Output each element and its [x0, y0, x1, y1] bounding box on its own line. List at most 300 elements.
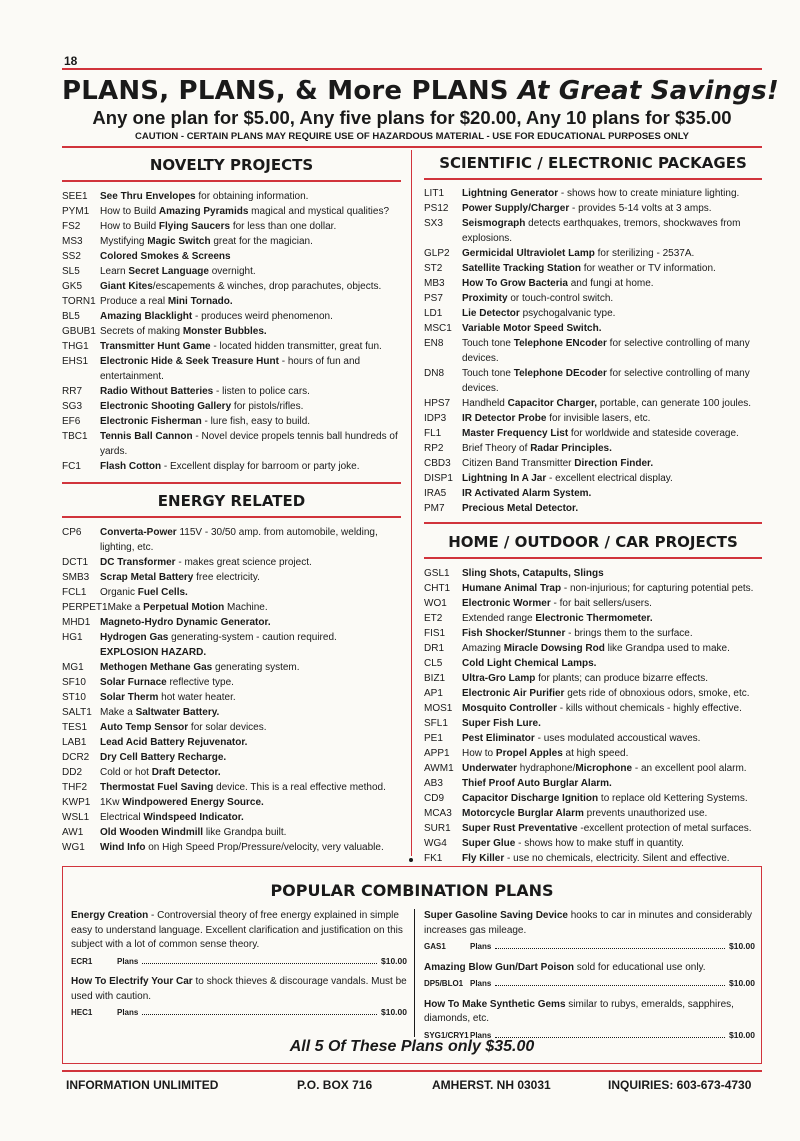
- item-name: Fish Shocker/Stunner: [462, 628, 566, 639]
- item-detail: hydraphone/: [517, 763, 576, 774]
- item-description: [462, 441, 762, 456]
- list-item: [62, 630, 401, 660]
- item-description: [100, 525, 401, 555]
- item-name: Cold Light Chemical Lamps.: [462, 658, 597, 669]
- item-description: [462, 776, 762, 791]
- list-item: [62, 399, 401, 414]
- item-code: ST2: [424, 263, 443, 274]
- item-detail: generating system.: [212, 662, 300, 673]
- item-description: [462, 216, 762, 246]
- item-prefix: Handheld: [462, 398, 508, 409]
- title-emphasis: At Great Savings!: [517, 76, 779, 106]
- item-name: Master Frequency List: [462, 428, 569, 439]
- list-item: [424, 716, 762, 731]
- list-item: [424, 336, 762, 366]
- dot-leader: [495, 985, 725, 986]
- item-code: BL5: [62, 311, 80, 322]
- plan-name: Amazing Blow Gun/Dart Poison: [424, 961, 575, 973]
- item-detail: - brings them to the surface.: [565, 628, 693, 639]
- item-code: PYM1: [62, 206, 90, 217]
- item-name: Electronic Fisherman: [100, 416, 202, 427]
- item-description: [100, 234, 401, 249]
- combination-plan: [424, 998, 755, 1044]
- item-name: Colored Smokes & Screens: [100, 251, 231, 262]
- list-item: [424, 836, 762, 851]
- plan-price-line: [71, 1005, 407, 1021]
- item-description: [100, 795, 401, 810]
- list-item: [62, 810, 401, 825]
- item-description: [100, 810, 401, 825]
- item-code: WG4: [424, 838, 447, 849]
- item-code: PS12: [424, 203, 449, 214]
- plan-code: ECR1: [71, 956, 93, 966]
- plan-label: Plans: [470, 942, 492, 951]
- item-description: [462, 731, 762, 746]
- plan-description: [424, 998, 755, 1027]
- item-code: AWM1: [424, 763, 454, 774]
- item-detail: for less than one dollar.: [230, 221, 337, 232]
- item-description: [100, 705, 401, 720]
- item-detail: for invisible lasers, etc.: [546, 413, 651, 424]
- item-name: Satellite Tracking Station: [462, 263, 581, 274]
- list-item: [424, 821, 762, 836]
- item-description: [462, 306, 762, 321]
- list-item: [62, 675, 401, 690]
- item-code: SG3: [62, 401, 83, 412]
- plan-label: Plans: [470, 1030, 492, 1040]
- list-item: [424, 596, 762, 611]
- item-prefix: How to: [462, 748, 496, 759]
- pricing-subtitle: Any one plan for $5.00, Any five plans for $20.00, Any 10 plans for $35.00: [92, 107, 732, 128]
- list-item: [62, 795, 401, 810]
- list-item: [62, 750, 401, 765]
- footer-po-box: P.O. BOX 716: [297, 1078, 373, 1092]
- list-item: [424, 791, 762, 806]
- item-name: Secret Language: [128, 266, 209, 277]
- list-item: [62, 324, 401, 339]
- item-warning: EXPLOSION HAZARD.: [100, 647, 207, 658]
- item-name: Magneto-Hydro Dynamic Generator.: [100, 617, 271, 628]
- item-name: Scrap Metal Battery: [100, 572, 194, 583]
- item-name: Electronic Hide & Seek Treasure Hunt: [100, 356, 279, 367]
- plan-code: HEC1: [71, 1008, 93, 1017]
- footer-company: INFORMATION UNLIMITED: [66, 1078, 219, 1092]
- item-name: Direction Finder.: [574, 458, 654, 469]
- list-item: [424, 246, 762, 261]
- right-column: [424, 154, 762, 866]
- item-description: [100, 249, 401, 264]
- item-code: CHT1: [424, 583, 451, 594]
- list-item: [424, 201, 762, 216]
- item-description: [462, 396, 762, 411]
- item-prefix: Mystifying: [100, 236, 148, 247]
- item-code: HPS7: [424, 398, 451, 409]
- item-detail: like Grandpa used to make.: [604, 643, 730, 654]
- item-prefix: Electrical: [100, 812, 144, 823]
- scientific-list: [424, 186, 762, 516]
- item-detail: 115V - 30/50 amp. from automobile, welding, lighting, etc.: [100, 527, 378, 553]
- item-detail: for selective controlling of many devices.: [462, 368, 750, 394]
- item-name: Capacitor Discharge Ignition: [462, 793, 599, 804]
- item-code: WG1: [62, 842, 85, 853]
- item-description: [462, 746, 762, 761]
- item-code: SL5: [62, 266, 80, 277]
- item-code: RR7: [62, 386, 83, 397]
- item-code: GBUB1: [62, 326, 96, 337]
- item-description: [100, 765, 401, 780]
- item-name: Pest Eliminator: [462, 733, 535, 744]
- item-prefix: Touch tone: [462, 368, 514, 379]
- plan-name: Energy Creation: [71, 910, 149, 921]
- plan-description: [424, 909, 755, 938]
- list-item: [62, 429, 401, 459]
- item-detail: device. This is a real effective method.: [213, 782, 386, 793]
- item-code: DR1: [424, 643, 445, 654]
- item-code: LAB1: [62, 737, 87, 748]
- item-description: [462, 626, 762, 641]
- item-name: Wind Info: [100, 842, 146, 853]
- item-code: DISP1: [424, 473, 453, 484]
- item-name: Mini Tornado.: [167, 296, 233, 307]
- list-item: [424, 186, 762, 201]
- list-item: [62, 660, 401, 675]
- item-detail: Machine.: [224, 602, 268, 613]
- item-code: CD9: [424, 793, 445, 804]
- item-description: [462, 851, 762, 866]
- list-item: [424, 776, 762, 791]
- list-item: [62, 570, 401, 585]
- item-description: [100, 615, 401, 630]
- item-code: FC1: [62, 461, 81, 472]
- item-description: [100, 414, 401, 429]
- list-item: [62, 825, 401, 840]
- item-code: PERPET1: [62, 602, 108, 613]
- item-description: [462, 671, 762, 686]
- footer-city: AMHERST. NH 03031: [432, 1078, 551, 1092]
- item-prefix: Learn: [100, 266, 129, 277]
- item-description: [100, 309, 401, 324]
- item-code: GK5: [62, 281, 83, 292]
- item-code: PE1: [424, 733, 443, 744]
- item-detail: free electricity.: [193, 572, 260, 583]
- item-description: [108, 600, 401, 615]
- item-name: Converta-Power: [100, 527, 177, 538]
- item-code: LIT1: [424, 188, 445, 199]
- item-detail: for obtaining information.: [195, 191, 309, 202]
- list-item: [424, 366, 762, 396]
- item-detail: - non-injurious; for capturing potential pets.: [561, 583, 754, 594]
- item-detail: generating-system - caution required.: [168, 632, 337, 643]
- list-item: [424, 656, 762, 671]
- item-name: Auto Temp Sensor: [100, 722, 189, 733]
- item-detail: - makes great science project.: [175, 557, 312, 568]
- item-description: [462, 791, 762, 806]
- list-item: [424, 291, 762, 306]
- item-name-secondary: Microphone: [575, 763, 633, 774]
- list-item: [424, 501, 762, 516]
- item-description: [462, 186, 762, 201]
- item-detail: to replace old Kettering Systems.: [598, 793, 748, 804]
- list-item: [62, 414, 401, 429]
- item-detail: - uses modulated accoustical waves.: [534, 733, 701, 744]
- item-prefix: How to Build: [100, 206, 159, 217]
- item-description: [462, 761, 762, 776]
- item-detail: - kills without chemicals - highly effective.: [557, 703, 742, 714]
- list-item: [62, 294, 401, 309]
- item-code: MOS1: [424, 703, 453, 714]
- item-name: Seismograph: [462, 218, 526, 229]
- item-name: Flash Cotton: [100, 461, 162, 472]
- item-prefix: Make a: [107, 602, 144, 613]
- item-name: Magic Switch: [147, 236, 211, 247]
- item-name: Super Fish Lure.: [462, 718, 541, 729]
- item-name: Propel Apples: [495, 748, 563, 759]
- left-column: [62, 156, 401, 855]
- item-code: CL5: [424, 658, 443, 669]
- item-description: [100, 840, 401, 855]
- item-code: MHD1: [62, 617, 91, 628]
- list-item: [424, 426, 762, 441]
- item-description: [462, 821, 762, 836]
- plan-price: $10.00: [729, 978, 755, 988]
- item-description: [462, 566, 762, 581]
- item-name: Underwater: [462, 763, 518, 774]
- list-item: [62, 219, 401, 234]
- combination-offer: All 5 Of These Plans only $35.00: [289, 1038, 535, 1055]
- list-item: [424, 761, 762, 776]
- item-name: Thief Proof Auto Burglar Alarm.: [462, 778, 612, 789]
- item-detail: like Grandpa built.: [203, 827, 287, 838]
- item-description: [462, 716, 762, 731]
- list-item: [424, 626, 762, 641]
- item-detail: for plants; can produce bizarre effects.: [535, 673, 709, 684]
- item-detail: - produces weird phenomenon.: [192, 311, 333, 322]
- item-name: See Thru Envelopes: [100, 191, 196, 202]
- footer-rule: [62, 1070, 762, 1072]
- energy-list: [62, 525, 401, 855]
- combination-plans-box: [62, 866, 762, 1064]
- item-description: [100, 459, 401, 474]
- list-item: [62, 264, 401, 279]
- list-item: [424, 581, 762, 596]
- caution-rule: [62, 146, 762, 148]
- list-item: [424, 276, 762, 291]
- list-item: [62, 615, 401, 630]
- item-prefix: Citizen Band Transmitter: [462, 458, 575, 469]
- item-detail: or touch-control switch.: [507, 293, 614, 304]
- item-description: [462, 611, 762, 626]
- combination-plan: [71, 975, 407, 1021]
- list-item: [424, 321, 762, 336]
- list-item: [62, 309, 401, 324]
- item-code: KWP1: [62, 797, 91, 808]
- section-rule: [424, 178, 762, 180]
- item-code: AB3: [424, 778, 443, 789]
- item-code: TORN1: [62, 296, 96, 307]
- item-description: [100, 429, 401, 459]
- plan-detail: to shock thieves & discourage vandals. Must be used with caution.: [71, 976, 407, 1002]
- item-description: [100, 219, 401, 234]
- plan-price-line: [424, 976, 755, 992]
- item-detail: and fungi at home.: [567, 278, 654, 289]
- item-name: How To Grow Bacteria: [462, 278, 568, 289]
- plan-detail: - Controversial theory of free energy explained in simple easy to understand language. Excellent clarification and justification on this subject with a lot of common sense theory.: [71, 910, 403, 950]
- plan-price: $10.00: [381, 955, 407, 966]
- item-description: [100, 675, 401, 690]
- item-code: MCA3: [424, 808, 452, 819]
- list-item: [62, 249, 401, 264]
- item-description: [462, 471, 762, 486]
- list-item: [62, 735, 401, 750]
- plan-detail: sold for educational use only.: [574, 961, 706, 973]
- item-detail: - hours of fun and entertainment.: [100, 356, 361, 382]
- section-heading-scientific: SCIENTIFIC / ELECTRONIC PACKAGES: [439, 154, 747, 172]
- item-prefix: Organic: [100, 587, 138, 598]
- item-description: [462, 201, 762, 216]
- item-name: Solar Therm: [100, 692, 159, 703]
- item-code: EF6: [62, 416, 81, 427]
- item-name: Humane Animal Trap: [462, 583, 562, 594]
- home-list: [424, 566, 762, 866]
- list-item: [424, 456, 762, 471]
- plan-name: How To Make Synthetic Gems: [424, 998, 566, 1010]
- list-item: [62, 690, 401, 705]
- item-code: SEE1: [62, 191, 88, 202]
- item-code: GSL1: [424, 568, 450, 579]
- list-item: [62, 600, 401, 615]
- page-number: 18: [64, 54, 78, 68]
- list-item: [424, 641, 762, 656]
- list-item: [62, 720, 401, 735]
- plan-code: DP5/BLO1: [424, 979, 464, 988]
- item-description: [462, 596, 762, 611]
- item-code: CP6: [62, 527, 82, 538]
- list-item: [62, 585, 401, 600]
- item-name: DC Transformer: [100, 557, 176, 568]
- item-name: Fly Killer: [462, 853, 505, 864]
- item-description: [100, 555, 401, 570]
- list-item: [424, 396, 762, 411]
- plan-price-line: [71, 954, 407, 970]
- item-detail: for pistols/rifles.: [231, 401, 304, 412]
- item-name: Electronic Shooting Gallery: [100, 401, 232, 412]
- item-description: [100, 339, 401, 354]
- item-description: [100, 294, 401, 309]
- item-code: SX3: [424, 218, 443, 229]
- header-rule: [62, 68, 762, 70]
- item-code: SMB3: [62, 572, 90, 583]
- item-description: [462, 486, 762, 501]
- item-name: Telephone ENcoder: [513, 338, 607, 349]
- item-detail: - provides 5-14 volts at 3 amps.: [569, 203, 712, 214]
- item-detail: overnight.: [208, 266, 256, 277]
- title-main: PLANS, PLANS, & More PLANS: [62, 76, 518, 106]
- list-item: [62, 705, 401, 720]
- item-description: [100, 735, 401, 750]
- item-name: Precious Metal Detector.: [462, 503, 579, 514]
- item-name: Flying Saucers: [158, 221, 231, 232]
- list-item: [62, 279, 401, 294]
- item-description: [462, 366, 762, 396]
- item-description: [462, 501, 762, 516]
- item-prefix: Extended range: [462, 613, 536, 624]
- item-code: FIS1: [424, 628, 446, 639]
- plan-name: Super Gasoline Saving Device: [424, 910, 568, 921]
- item-description: [462, 686, 762, 701]
- plan-description: [71, 909, 407, 953]
- section-heading-energy: ENERGY RELATED: [157, 492, 306, 510]
- item-name: Tennis Ball Cannon: [100, 431, 193, 442]
- combination-plan: [424, 961, 755, 992]
- item-code: DD2: [62, 767, 83, 778]
- item-detail: - lure fish, easy to build.: [201, 416, 311, 427]
- dot-leader: [495, 948, 725, 949]
- plan-code: SYG1/CRY1: [424, 1030, 469, 1040]
- item-name: Radio Without Batteries: [100, 386, 214, 397]
- item-code: MSC1: [424, 323, 452, 334]
- item-description: [100, 399, 401, 414]
- item-detail: for worldwide and stateside coverage.: [568, 428, 739, 439]
- item-description: [100, 750, 401, 765]
- item-detail: great for the magician.: [210, 236, 313, 247]
- list-item: [62, 555, 401, 570]
- section-rule: [62, 180, 401, 182]
- item-code: THF2: [62, 782, 87, 793]
- item-code: RP2: [424, 443, 444, 454]
- item-code: MS3: [62, 236, 83, 247]
- item-name: Hydrogen Gas: [100, 632, 169, 643]
- item-code: ET2: [424, 613, 443, 624]
- item-name: Electronic Thermometer.: [535, 613, 653, 624]
- item-code: EN8: [424, 338, 444, 349]
- item-prefix: Make a: [100, 707, 136, 718]
- item-detail: /escapements & winches, drop parachutes, objects.: [152, 281, 382, 292]
- item-name: Lightning In A Jar: [462, 473, 547, 484]
- item-detail: portable, can generate 100 joules.: [597, 398, 752, 409]
- item-name: IR Activated Alarm System.: [462, 488, 592, 499]
- item-name: Miracle Dowsing Rod: [503, 643, 605, 654]
- list-item: [424, 471, 762, 486]
- list-item: [62, 339, 401, 354]
- item-detail: for sterilizing - 2537A.: [594, 248, 695, 259]
- item-code: FCL1: [62, 587, 87, 598]
- item-description: [100, 354, 401, 384]
- item-code: BIZ1: [424, 673, 446, 684]
- item-code: IDP3: [424, 413, 447, 424]
- list-item: [424, 306, 762, 321]
- plan-label: Plans: [117, 1008, 139, 1017]
- item-name: Saltwater Battery.: [135, 707, 220, 718]
- item-detail: detects earthquakes, tremors, shockwaves from explosions.: [462, 218, 741, 244]
- item-description: [100, 780, 401, 795]
- item-code: AW1: [62, 827, 84, 838]
- item-description: [462, 291, 762, 306]
- item-name: Monster Bubbles.: [182, 326, 267, 337]
- item-code: DCR2: [62, 752, 90, 763]
- plan-name: How To Electrify Your Car: [71, 976, 193, 987]
- plan-price: $10.00: [729, 941, 755, 951]
- item-name: Giant Kites: [100, 281, 153, 292]
- item-description: [462, 426, 762, 441]
- item-description: [100, 720, 401, 735]
- item-detail: - use no chemicals, electricity. Silent and effective.: [504, 853, 730, 864]
- item-description: [100, 279, 401, 294]
- item-name: Electronic Air Purifier: [462, 688, 565, 699]
- item-code: HG1: [62, 632, 83, 643]
- caution-notice: CAUTION - CERTAIN PLANS MAY REQUIRE USE OF HAZARDOUS MATERIAL - USE FOR EDUCATIONAL PURPOSES ONLY: [134, 131, 690, 142]
- item-description: [100, 189, 401, 204]
- item-code: FL1: [424, 428, 442, 439]
